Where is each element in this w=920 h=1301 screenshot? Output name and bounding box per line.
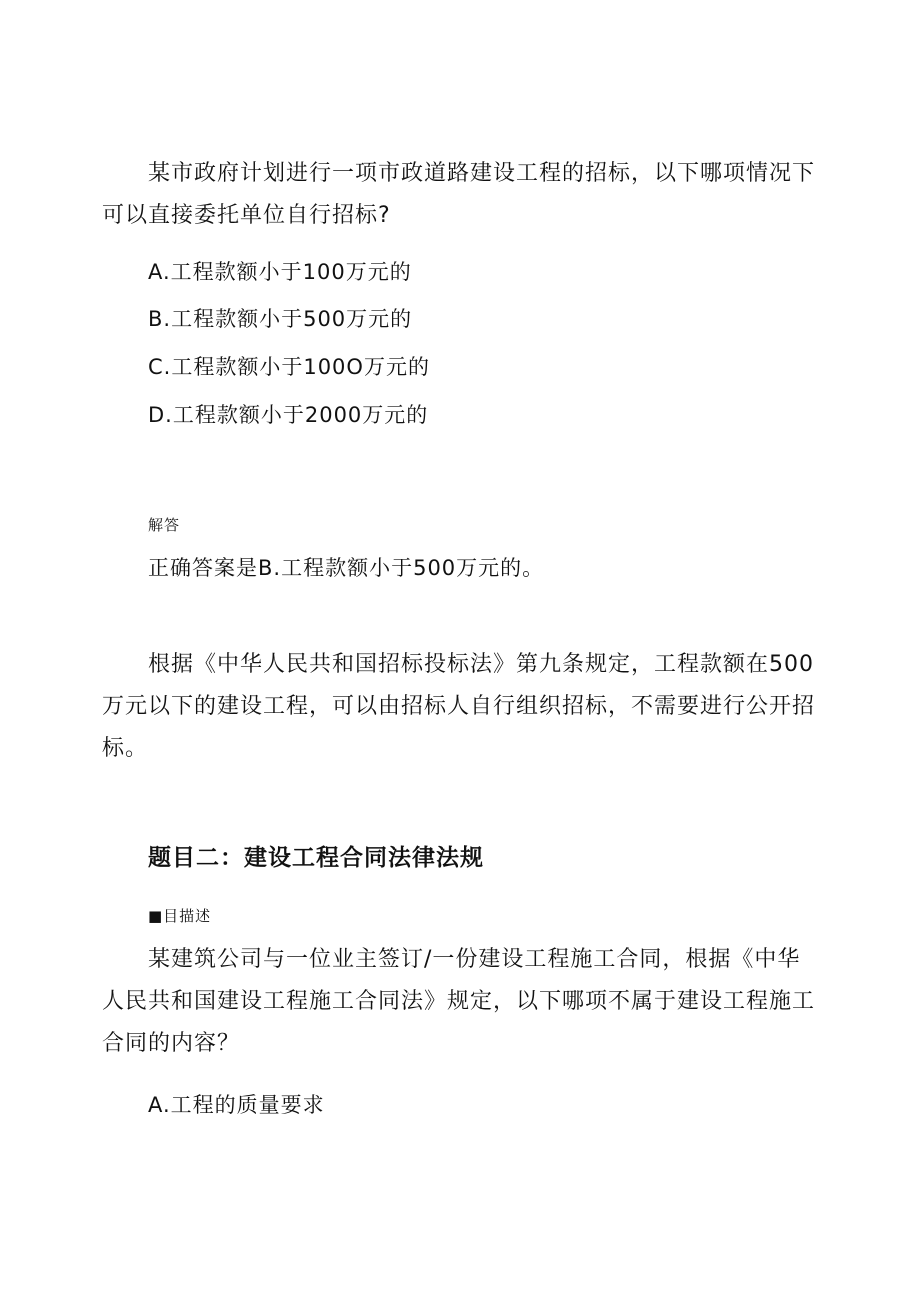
question1-option-b: B.工程款额小于500万元的 xyxy=(148,307,413,331)
question2-text: 某建筑公司与一位业主签订/一份建设工程施工合同，根据《中华人民共和国建设工程施工合同法》规定，以下哪项不属于建设工程施工合同的内容？ xyxy=(102,947,816,1056)
answer-label: 解答 xyxy=(148,516,181,534)
question1-option-d: D.工程款额小于2000万元的 xyxy=(148,403,429,427)
question2-option-a: A.工程的质量要求 xyxy=(148,1093,325,1117)
answer-explanation: 根据《中华人民共和国招标投标法》第九条规定，工程款额在500万元以下的建设工程，可以由招标人自行组织招标，不需要进行公开招标。 xyxy=(102,652,816,761)
answer-correct: 正确答案是B.工程款额小于500万元的。 xyxy=(148,556,545,580)
question1-option-a: A.工程款额小于100万元的 xyxy=(148,260,412,284)
question2-heading: 题目二：建设工程合同法律法规 xyxy=(148,845,484,871)
question1-option-c: C.工程款额小于100O万元的 xyxy=(148,355,430,379)
question1-text: 某市政府计划进行一项市政道路建设工程的招标，以下哪项情况下可以直接委托单位自行招标? xyxy=(102,161,816,228)
question2-description-label: ■目描述 xyxy=(148,907,212,925)
